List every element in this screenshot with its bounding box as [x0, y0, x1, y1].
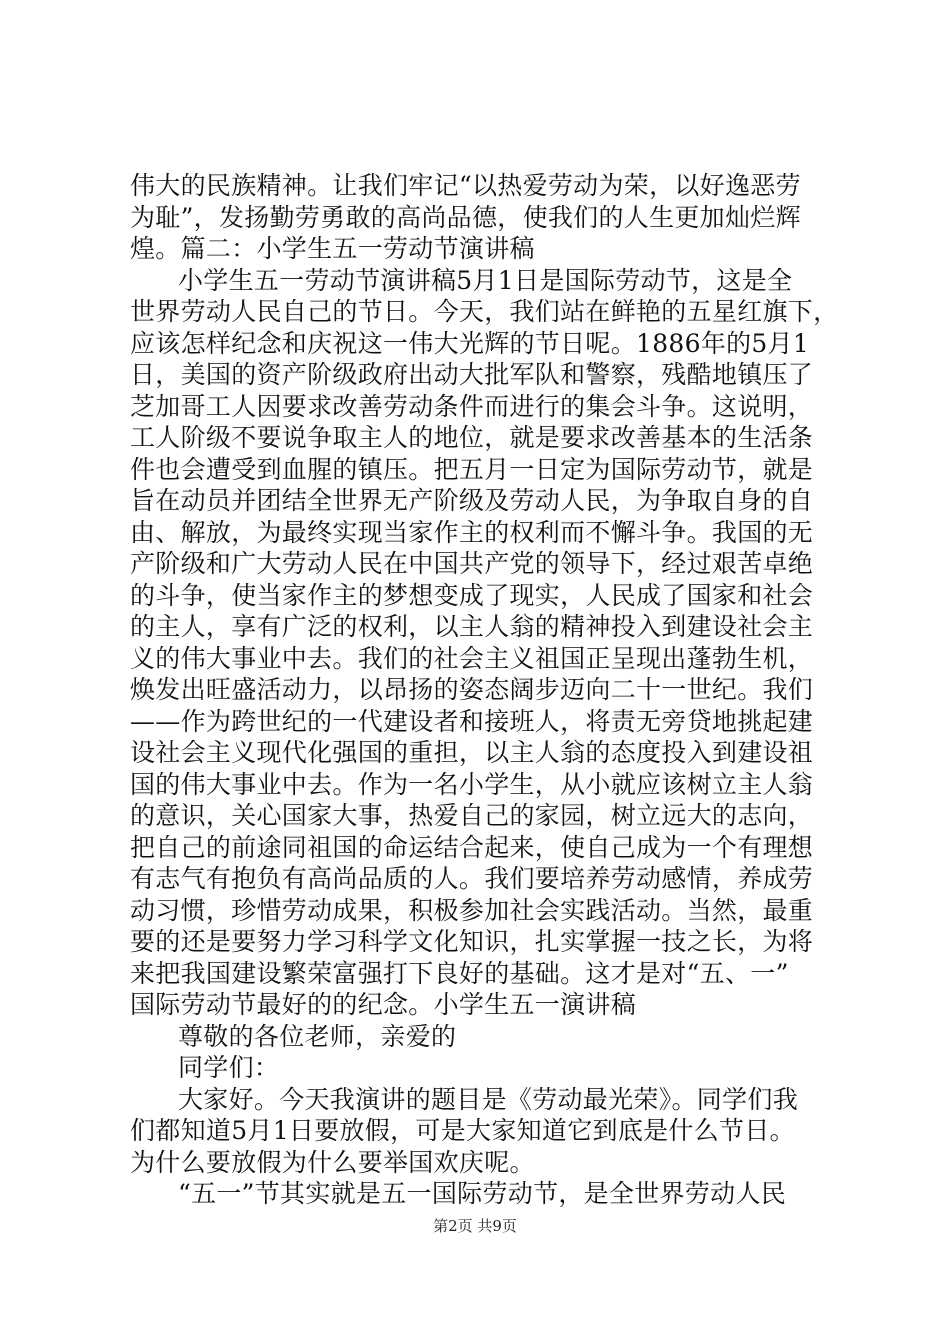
text-line: 件也会遭受到血腥的镇压。把五月一日定为国际劳动节，就是 — [130, 454, 814, 484]
text-line: 由、解放，为最终实现当家作主的权利而不懈斗争。我国的无 — [130, 517, 814, 547]
text-line: 焕发出旺盛活动力，以昂扬的姿态阔步迈向二十一世纪。我们 — [130, 675, 814, 704]
document-body — [130, 170, 840, 1210]
text-line: 动习惯，珍惜劳动成果，积极参加社会实践活动。当然，最重 — [130, 895, 814, 925]
text-line: 的意识，关心国家大事，热爱自己的家园，树立远大的志向， — [130, 801, 814, 830]
text-line: 的主人，享有广泛的权利，以主人翁的精神投入到建设社会主 — [130, 612, 814, 641]
text-line: 工人阶级不要说争取主人的地位，就是要求改善基本的生活条 — [130, 423, 814, 452]
text-line: 旨在动员并团结全世界无产阶级及劳动人民，为争取自身的自 — [130, 486, 814, 515]
text-line: 世界劳动人民自己的节日。今天，我们站在鲜艳的五星红旗下， — [130, 297, 839, 326]
text-line: 芝加哥工人因要求改善劳动条件而进行的集会斗争。这说明， — [130, 391, 814, 421]
text-line: 日，美国的资产阶级政府出动大批军队和警察，残酷地镇压了 — [130, 360, 814, 389]
text-line: 设社会主义现代化强国的重担，以主人翁的态度投入到建设祖 — [130, 738, 814, 767]
text-line: 义的伟大事业中去。我们的社会主义祖国正呈现出蓬勃生机， — [130, 643, 814, 673]
text-line: 要的还是要努力学习科学文化知识，扎实掌握一技之长，为将 — [130, 927, 814, 956]
text-line: 国际劳动节最好的的纪念。小学生五一演讲稿 — [130, 990, 637, 1019]
text-line: 把自己的前途同祖国的命运结合起来，使自己成为一个有理想 — [130, 832, 814, 862]
text-line: 为耻”，发扬勤劳勇敢的高尚品德，使我们的人生更加灿烂辉 — [130, 202, 801, 232]
text-line: 伟大的民族精神。让我们牢记“以热爱劳动为荣，以好逸恶劳 — [130, 171, 801, 200]
text-line: 国的伟大事业中去。作为一名小学生，从小就应该树立主人翁 — [130, 769, 814, 799]
text-line: 煌。篇二：小学生五一劳动节演讲稿 — [130, 234, 535, 263]
text-line: “五一”节其实就是五一国际劳动节，是全世界劳动人民 — [178, 1179, 787, 1208]
text-line: 们都知道5月1日要放假，可是大家知道它到底是什么节日。 — [130, 1116, 795, 1145]
text-line: 的斗争，使当家作主的梦想变成了现实，人民成了国家和社会 — [130, 580, 814, 610]
page-number-footer: 第2页 共9页 — [433, 1217, 517, 1235]
text-line: 来把我国建设繁荣富强打下良好的基础。这才是对“五、一” — [130, 958, 789, 988]
text-line: 小学生五一劳动节演讲稿5月1日是国际劳动节，这是全 — [178, 265, 793, 295]
text-line: 应该怎样纪念和庆祝这一伟大光辉的节日呢。1886年的5月1 — [130, 328, 810, 358]
text-line: 为什么要放假为什么要举国欢庆呢。 — [130, 1147, 535, 1177]
text-line: 尊敬的各位老师，亲爱的 — [178, 1021, 457, 1051]
text-line: 有志气有抱负有高尚品质的人。我们要培养劳动感情，养成劳 — [130, 864, 814, 893]
text-line: 大家好。今天我演讲的题目是《劳动最光荣》。同学们我 — [178, 1084, 799, 1114]
text-line: ——作为跨世纪的一代建设者和接班人，将责无旁贷地挑起建 — [130, 706, 814, 736]
text-line: 同学们： — [178, 1053, 280, 1082]
text-line: 产阶级和广大劳动人民在中国共产党的领导下，经过艰苦卓绝 — [130, 549, 814, 578]
